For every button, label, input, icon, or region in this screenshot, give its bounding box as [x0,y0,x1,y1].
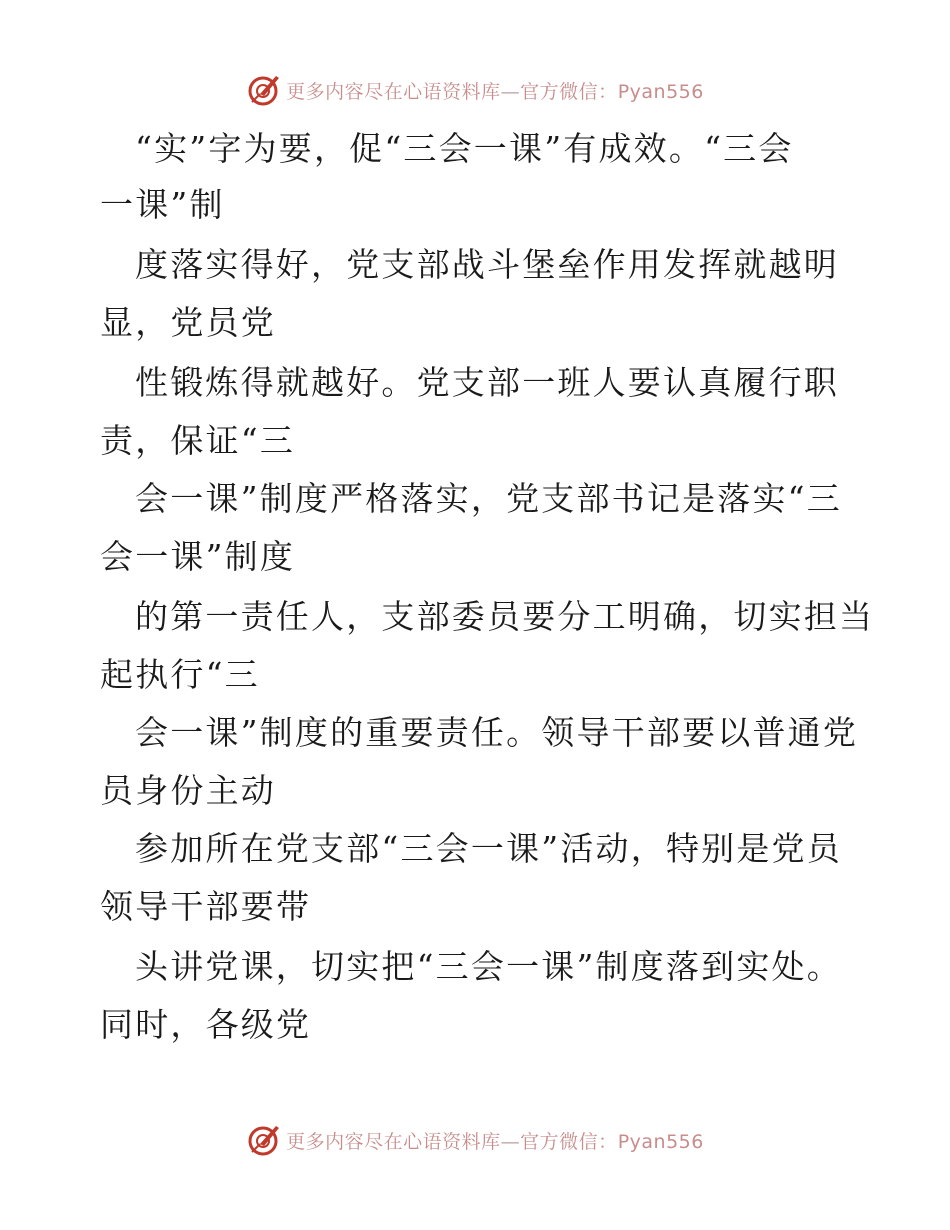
header-watermark [0,70,950,110]
text-line: 度落实得好，党支部战斗堡垒作用发挥就越明 [135,245,839,284]
text-line: 领导干部要带 [100,887,312,926]
quill-logo-icon [246,1122,282,1158]
text-line: 一课”制 [100,185,225,224]
text-line: 显，党员党 [100,303,276,342]
watermark-wechat-id: Pyan556 [617,1130,704,1153]
watermark-title: 更多内容尽在心语资料库 [286,80,501,103]
watermark-text [286,1127,704,1154]
quill-logo-icon [246,72,282,108]
text-line: 会一课”制度的重要责任。领导干部要以普通党 [135,713,859,752]
text-line: 员身份主动 [100,771,276,810]
text-line: 会一课”制度 [100,537,296,576]
text-line: 会一课”制度严格落实，党支部书记是落实“三 [135,479,842,518]
text-line: “实”字为要，促“三会一课”有成效。“三会 [135,129,794,168]
text-line: 性锻炼得就越好。党支部一班人要认真履行职 [135,363,839,402]
watermark-text [286,77,704,104]
watermark-title: 更多内容尽在心语资料库 [286,1130,501,1153]
text-line: 责，保证“三 [100,421,296,460]
text-line: 起执行“三 [100,655,260,694]
text-line: 的第一责任人，支部委员要分工明确，切实担当 [135,597,875,636]
text-line: 同时，各级党 [100,1005,312,1044]
watermark-label: 官方微信： [520,1130,618,1153]
watermark-dash: — [500,1130,521,1153]
text-line: 参加所在党支部“三会一课”活动，特别是党员 [135,829,842,868]
watermark-label: 官方微信： [520,80,618,103]
watermark-wechat-id: Pyan556 [617,80,704,103]
footer-watermark [0,1120,950,1160]
watermark-dash: — [500,80,521,103]
text-line: 头讲党课，切实把“三会一课”制度落到实处。 [135,947,842,986]
